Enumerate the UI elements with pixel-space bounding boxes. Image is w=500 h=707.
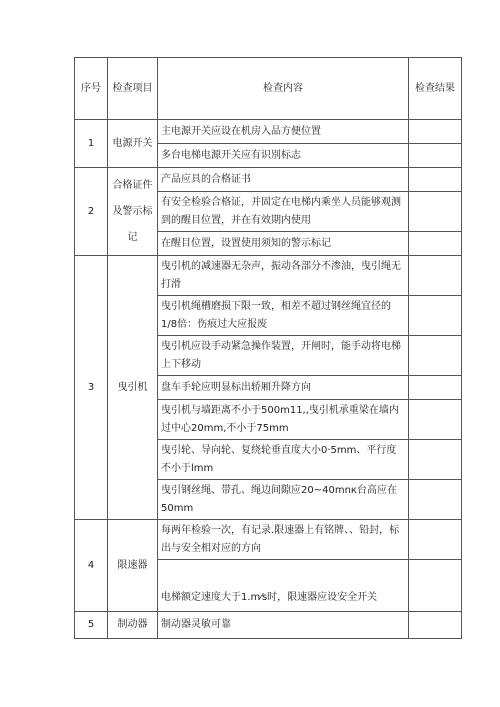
group-no: 1: [75, 120, 108, 168]
result-cell[interactable]: [409, 612, 462, 639]
content-cell: 多台电梯电源开关应有识別标志: [158, 144, 409, 168]
table-row: [75, 168, 462, 192]
header-result: 检查结果: [409, 58, 462, 120]
group-no: 3: [75, 256, 108, 520]
content-cell: 曳引机绳槽磨损下限一致，相差不超过钢丝绳宜径的1/8倍：伤痕过大应报废: [158, 296, 409, 336]
result-cell[interactable]: [409, 120, 462, 144]
result-cell[interactable]: [409, 144, 462, 168]
content-cell: 有安全检验合格证，并固定在电梯内乘坐人员能够观测到的醒目位置，并在有效期内使用: [158, 192, 409, 232]
content-cell: 曳引钢丝绳、带孔、绳边间隙应20~40mnк台高应在50mm: [158, 480, 409, 520]
content-cell: 每两年检验一次，有记录.限速器上有铭牌、、铅封，标出与安全相对应的方向: [158, 520, 409, 560]
result-cell[interactable]: [409, 232, 462, 256]
content-cell: 曳引机与墙距离不小于500m11,,曳引机承重梁在墙内过中心20mm,不小于75mm: [158, 400, 409, 440]
table-row: [75, 120, 462, 144]
header-item: 检查项目: [108, 58, 158, 120]
content-cell: 主电源开关应设在机房入品方便位置: [158, 120, 409, 144]
content-cell: 制动器灵敏可靠: [158, 612, 409, 639]
header-no: 序号: [75, 58, 108, 120]
content-cell: 曳引机的减速器无杂声，振动各部分不渗油，曳引绳无打滑: [158, 256, 409, 296]
table-header-row: [75, 58, 462, 120]
content-cell: 盘车手轮应明显标出轿厢升降方向: [158, 376, 409, 400]
result-cell[interactable]: [409, 480, 462, 520]
result-cell[interactable]: [409, 560, 462, 612]
group-item: 制动器: [108, 612, 158, 639]
content-cell: 电梯额定速度大于1.m⁄s时，限速器应设安全开关: [158, 560, 409, 612]
content-cell: 曳引机应设手动紧急操作装置，开闸时，能手动将电梯上下移动: [158, 336, 409, 376]
result-cell[interactable]: [409, 192, 462, 232]
result-cell[interactable]: [409, 256, 462, 296]
table-row: [75, 256, 462, 296]
group-item: 限速器: [108, 520, 158, 612]
group-no: 4: [75, 520, 108, 612]
content-cell: 曳引轮、导向轮、复绕轮垂直度大小0·5mm、平行度不小于lmm: [158, 440, 409, 480]
group-no: 2: [75, 168, 108, 256]
group-item: 电源开关: [108, 120, 158, 168]
group-no: 5: [75, 612, 108, 639]
header-content: 检查内容: [158, 58, 409, 120]
result-cell[interactable]: [409, 400, 462, 440]
table-row: [75, 520, 462, 560]
content-cell: 产品应具的合格证书: [158, 168, 409, 192]
result-cell[interactable]: [409, 376, 462, 400]
result-cell[interactable]: [409, 520, 462, 560]
content-cell: 在醒目位置，设置使用须知的警示标记: [158, 232, 409, 256]
result-cell[interactable]: [409, 440, 462, 480]
result-cell[interactable]: [409, 336, 462, 376]
group-item: 曳引机: [108, 256, 158, 520]
table-row: [75, 612, 462, 639]
group-item: 合格证件及警示标记: [108, 168, 158, 256]
result-cell[interactable]: [409, 296, 462, 336]
inspection-table: [74, 57, 462, 639]
result-cell[interactable]: [409, 168, 462, 192]
